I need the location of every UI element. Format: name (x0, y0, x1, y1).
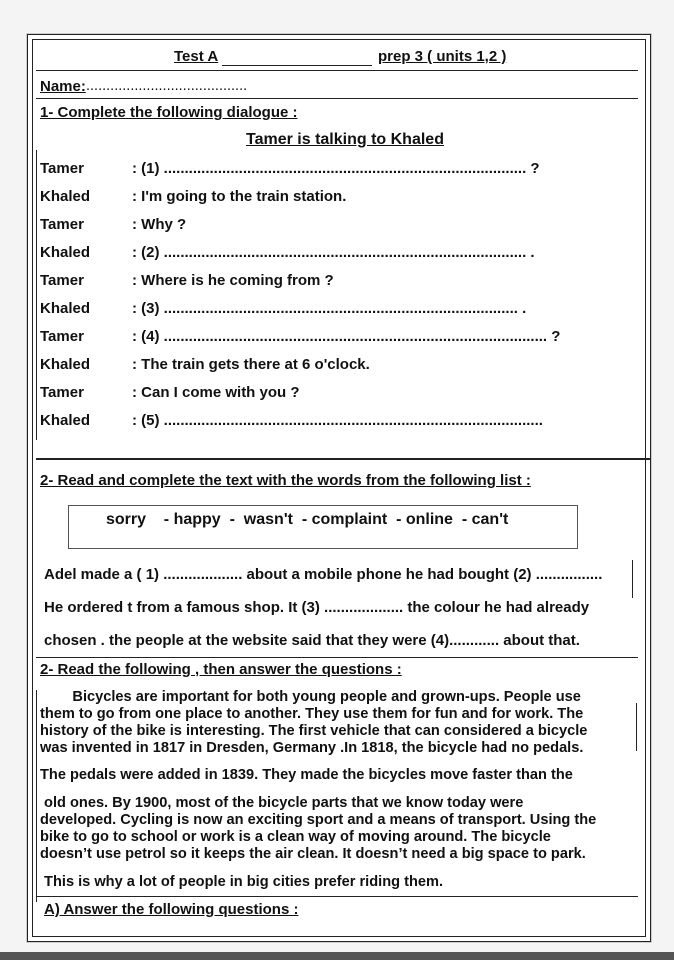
passage-line: Bicycles are important for both young people and grown-ups. People use (40, 689, 581, 705)
speaker-label: Tamer (40, 160, 84, 177)
speaker-label: Tamer (40, 272, 84, 289)
passage-line: This is why a lot of people in big cities prefer riding them. (40, 874, 444, 890)
dialogue-line[interactable]: : (4) ............................................................................................ ? (132, 328, 561, 345)
dialogue-heading: 1- Complete the following dialogue : (40, 104, 298, 121)
section-divider (36, 458, 650, 460)
level-title: prep 3 ( units 1,2 ) (378, 48, 507, 65)
speaker-label: Khaled (40, 412, 91, 429)
bottom-edge (0, 952, 674, 960)
reading-right-rule (636, 703, 637, 751)
passage-line: doesn’t use petrol so it keeps the air clean. It doesn’t need a big space to park. (40, 846, 586, 862)
dialogue-line: : The train gets there at 6 o'clock. (132, 356, 370, 373)
passage-line: developed. Cycling is now an exciting sport and a means of transport. Using the (40, 812, 597, 828)
reading-left-rule (36, 690, 37, 902)
reading-heading: 2- Read the following , then answer the questions : (40, 661, 402, 678)
passage-line: bike to go to school or work is a clean way of moving around. The bicycle (40, 829, 551, 845)
gap-fill-line[interactable]: Adel made a ( 1) ................... about a mobile phone he had bought (2) ................ (44, 566, 603, 583)
answer-divider (36, 896, 638, 897)
right-edge-mark (632, 560, 633, 598)
passage-line: them to go from one place to another. They use them for fun and for work. The (40, 706, 584, 722)
header-rule (222, 65, 372, 66)
dialogue-line: : Why ? (132, 216, 187, 233)
word-section-heading: 2- Read and complete the text with the words from the following list : (40, 472, 531, 489)
answer-heading: A) Answer the following questions : (44, 901, 299, 918)
dialogue-line: : Where is he coming from ? (132, 272, 334, 289)
dialogue-line[interactable]: : (3) ..................................................................................... . (132, 300, 527, 317)
passage-line: old ones. By 1900, most of the bicycle parts that we know today were (40, 795, 524, 811)
test-title: Test A (174, 48, 219, 65)
gap-fill-line[interactable]: chosen . the people at the website said that they were (4)............ about that. (44, 632, 580, 649)
reading-divider (36, 657, 638, 658)
speaker-label: Khaled (40, 300, 91, 317)
dialogue-line: : I'm going to the train station. (132, 188, 347, 205)
speaker-label: Khaled (40, 356, 91, 373)
gap-fill-line[interactable]: He ordered t from a famous shop. It (3) ................... the colour he had already (44, 599, 590, 616)
speaker-label: Khaled (40, 244, 91, 261)
name-label: Name: (40, 78, 86, 95)
speaker-label: Tamer (40, 328, 84, 345)
dialogue-line[interactable]: : (2) ....................................................................................... . (132, 244, 535, 261)
passage-line: history of the bike is interesting. The first vehicle that can considered a bicycle (40, 723, 588, 739)
dialogue-line: : Can I come with you ? (132, 384, 300, 401)
word-list: sorry - happy - wasn't - complaint - online - can't (106, 511, 509, 528)
dialogue-line[interactable]: : (5) ........................................................................................... (132, 412, 543, 429)
speaker-label: Khaled (40, 188, 91, 205)
header-divider (36, 70, 638, 71)
dialogue-left-rule (36, 150, 37, 440)
name-blank[interactable]: ........................................ (86, 78, 248, 94)
name-divider (36, 98, 638, 99)
passage-line: The pedals were added in 1839. They made the bicycles move faster than the (40, 767, 573, 783)
dialogue-subtitle: Tamer is talking to Khaled (246, 131, 444, 148)
dialogue-line[interactable]: : (1) ....................................................................................... ? (132, 160, 540, 177)
speaker-label: Tamer (40, 384, 84, 401)
speaker-label: Tamer (40, 216, 84, 233)
passage-line: was invented in 1817 in Dresden, Germany .In 1818, the bicycle had no pedals. (40, 740, 584, 756)
